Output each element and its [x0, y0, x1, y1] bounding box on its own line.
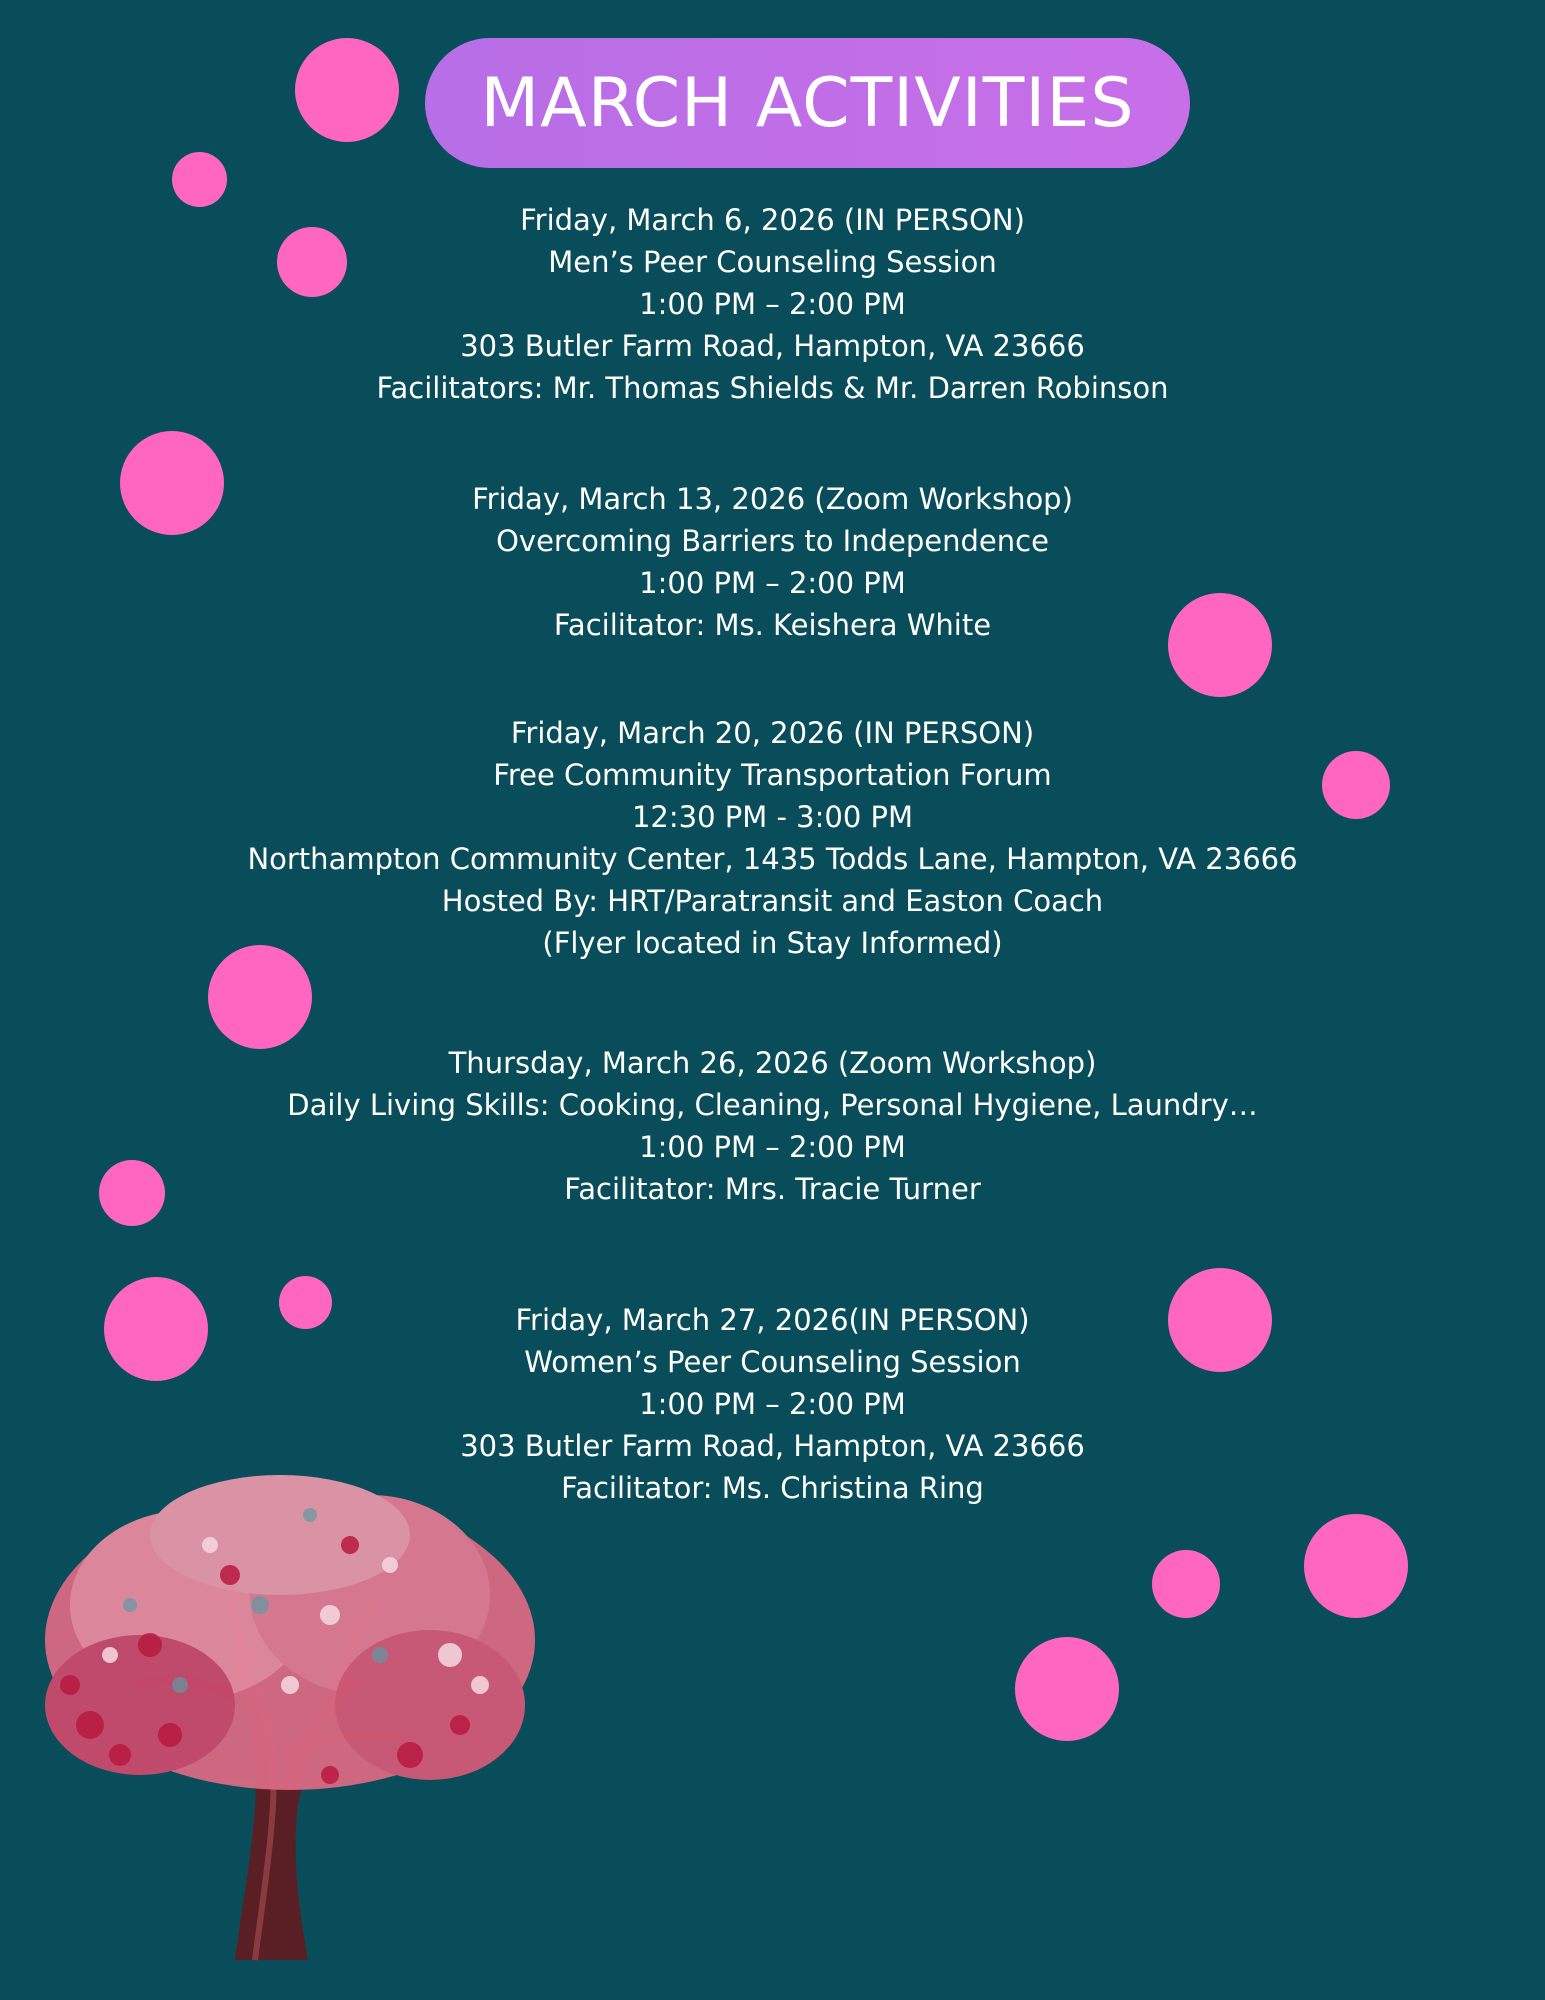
event-date: Friday, March 13, 2026 (Zoom Workshop) [472, 482, 1073, 516]
event-host: Hosted By: HRT/Paratransit and Easton Coach [441, 884, 1104, 918]
event-facilitators: Facilitator: Ms. Christina Ring [561, 1471, 984, 1505]
event-facilitators: Facilitator: Ms. Keishera White [553, 608, 992, 642]
event-date: Friday, March 20, 2026 (IN PERSON) [510, 716, 1035, 750]
event-time: 1:00 PM – 2:00 PM [639, 1130, 906, 1164]
title-banner [425, 38, 1190, 168]
cherry-blossom-tree-icon [30, 1455, 550, 1965]
decor-dot [1015, 1637, 1119, 1741]
event-time: 12:30 PM - 3:00 PM [631, 800, 914, 834]
event-name: Free Community Transportation Forum [493, 758, 1052, 792]
event-time: 1:00 PM – 2:00 PM [639, 287, 906, 321]
event-block-2 [0, 478, 1545, 646]
decor-dot [295, 38, 399, 142]
event-name: Daily Living Skills: Cooking, Cleaning, Personal Hygiene, Laundry… [287, 1088, 1258, 1122]
decor-dot [1152, 1550, 1220, 1618]
event-block-1 [0, 199, 1545, 409]
event-time: 1:00 PM – 2:00 PM [639, 1387, 906, 1421]
event-facilitators: Facilitator: Mrs. Tracie Turner [564, 1172, 981, 1206]
decor-dot [1304, 1514, 1408, 1618]
event-name: Men’s Peer Counseling Session [548, 245, 997, 279]
event-date: Friday, March 27, 2026(IN PERSON) [515, 1303, 1030, 1337]
page-title: MARCH ACTIVITIES [480, 63, 1135, 143]
event-time: 1:00 PM – 2:00 PM [639, 566, 906, 600]
event-facilitators: Facilitators: Mr. Thomas Shields & Mr. Darren Robinson [376, 371, 1169, 405]
event-block-3 [0, 712, 1545, 964]
event-block-4 [0, 1042, 1545, 1210]
event-date: Friday, March 6, 2026 (IN PERSON) [520, 203, 1025, 237]
event-date: Thursday, March 26, 2026 (Zoom Workshop) [448, 1046, 1097, 1080]
event-note: (Flyer located in Stay Informed) [542, 926, 1003, 960]
event-location: 303 Butler Farm Road, Hampton, VA 23666 [460, 1429, 1085, 1463]
event-name: Overcoming Barriers to Independence [496, 524, 1049, 558]
event-name: Women’s Peer Counseling Session [524, 1345, 1021, 1379]
event-location: 303 Butler Farm Road, Hampton, VA 23666 [460, 329, 1085, 363]
event-location: Northampton Community Center, 1435 Todds Lane, Hampton, VA 23666 [247, 842, 1298, 876]
